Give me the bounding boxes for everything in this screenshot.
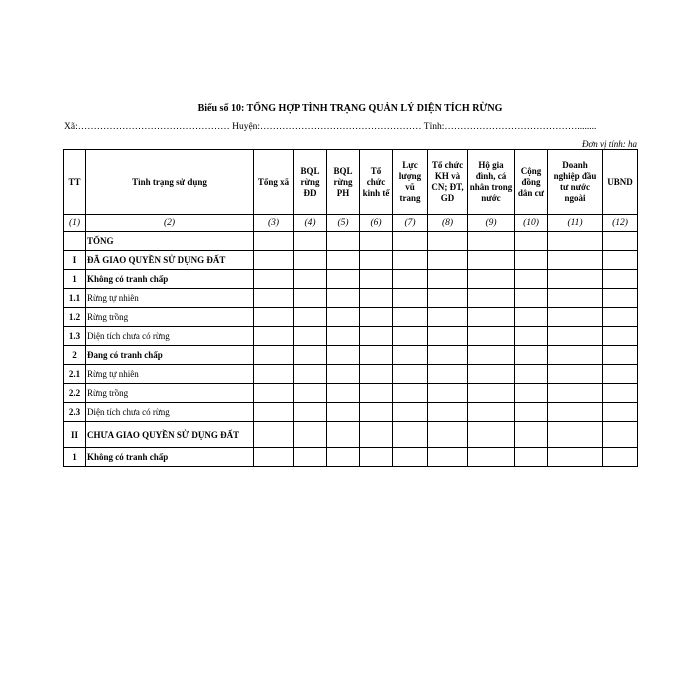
col-header-usage-status: Tình trạng sử dụng xyxy=(86,150,254,215)
empty-cell xyxy=(428,448,468,467)
row-label: Không có tranh chấp xyxy=(86,448,254,467)
column-number: (10) xyxy=(515,215,548,232)
empty-cell xyxy=(548,448,603,467)
empty-cell xyxy=(393,365,428,384)
empty-cell xyxy=(393,422,428,448)
row-label: ĐÃ GIAO QUYỀN SỬ DỤNG ĐẤT xyxy=(86,251,254,270)
empty-cell xyxy=(327,251,360,270)
empty-cell xyxy=(294,448,327,467)
empty-cell xyxy=(360,365,393,384)
forest-status-table xyxy=(63,149,638,467)
empty-cell xyxy=(393,270,428,289)
empty-cell xyxy=(548,422,603,448)
empty-cell xyxy=(428,308,468,327)
col-header-special-use-board: BQL rừng ĐD xyxy=(294,150,327,215)
row-tt: 2.3 xyxy=(64,403,86,422)
empty-cell xyxy=(515,384,548,403)
empty-cell xyxy=(360,289,393,308)
empty-cell xyxy=(548,327,603,346)
empty-cell xyxy=(393,327,428,346)
table-row xyxy=(64,448,638,467)
empty-cell xyxy=(468,422,515,448)
empty-cell xyxy=(393,308,428,327)
empty-cell xyxy=(468,270,515,289)
col-header-tt: TT xyxy=(64,150,86,215)
empty-cell xyxy=(428,289,468,308)
empty-cell xyxy=(603,365,638,384)
empty-cell xyxy=(515,308,548,327)
empty-cell xyxy=(393,403,428,422)
empty-cell xyxy=(468,448,515,467)
empty-cell xyxy=(294,251,327,270)
empty-cell xyxy=(428,327,468,346)
empty-cell xyxy=(254,308,294,327)
empty-cell xyxy=(327,422,360,448)
column-number: (5) xyxy=(327,215,360,232)
table-row xyxy=(64,270,638,289)
empty-cell xyxy=(515,346,548,365)
row-tt: 1.3 xyxy=(64,327,86,346)
empty-cell xyxy=(428,270,468,289)
table-row-section-ii xyxy=(64,422,638,448)
column-number: (2) xyxy=(86,215,254,232)
empty-cell xyxy=(360,403,393,422)
column-number: (11) xyxy=(548,215,603,232)
empty-cell xyxy=(603,422,638,448)
row-tt: 1.1 xyxy=(64,289,86,308)
empty-cell xyxy=(428,251,468,270)
empty-cell xyxy=(548,308,603,327)
row-tt: 2.1 xyxy=(64,365,86,384)
empty-cell xyxy=(428,384,468,403)
row-label: Đang có tranh chấp xyxy=(86,346,254,365)
empty-cell xyxy=(294,327,327,346)
col-header-science-org: Tổ chức KH và CN; ĐT, GD xyxy=(428,150,468,215)
row-label: CHƯA GIAO QUYỀN SỬ DỤNG ĐẤT xyxy=(86,422,254,448)
empty-cell xyxy=(393,448,428,467)
empty-cell xyxy=(515,403,548,422)
empty-cell xyxy=(294,422,327,448)
empty-cell xyxy=(254,403,294,422)
empty-cell xyxy=(603,403,638,422)
empty-cell xyxy=(603,289,638,308)
empty-cell xyxy=(603,327,638,346)
empty-cell xyxy=(360,232,393,251)
empty-cell xyxy=(468,365,515,384)
table-row xyxy=(64,327,638,346)
empty-cell xyxy=(548,384,603,403)
col-header-commune-total: Tổng xã xyxy=(254,150,294,215)
empty-cell xyxy=(294,308,327,327)
empty-cell xyxy=(294,232,327,251)
empty-cell xyxy=(428,365,468,384)
empty-cell xyxy=(254,270,294,289)
empty-cell xyxy=(548,251,603,270)
row-label: Rừng tự nhiên xyxy=(86,289,254,308)
empty-cell xyxy=(360,384,393,403)
empty-cell xyxy=(360,251,393,270)
row-tt xyxy=(64,232,86,251)
empty-cell xyxy=(393,251,428,270)
table-row-section-i xyxy=(64,251,638,270)
empty-cell xyxy=(468,308,515,327)
empty-cell xyxy=(327,365,360,384)
col-header-peoples-committee: UBND xyxy=(603,150,638,215)
empty-cell xyxy=(428,346,468,365)
empty-cell xyxy=(393,346,428,365)
row-label: Diện tích chưa có rừng xyxy=(86,403,254,422)
page-title: Biểu số 10: TỔNG HỢP TÌNH TRẠNG QUẢN LÝ DIỆN TÍCH RỪNG xyxy=(197,103,503,114)
column-number: (8) xyxy=(428,215,468,232)
empty-cell xyxy=(515,289,548,308)
row-label: Rừng trồng xyxy=(86,384,254,403)
empty-cell xyxy=(393,289,428,308)
col-header-protection-board: BQL rừng PH xyxy=(327,150,360,215)
column-number-row xyxy=(64,215,638,232)
column-number: (9) xyxy=(468,215,515,232)
empty-cell xyxy=(393,232,428,251)
row-label: TỔNG xyxy=(86,232,254,251)
col-header-foreign-enterprise: Doanh nghiệp đầu tư nước ngoài xyxy=(548,150,603,215)
empty-cell xyxy=(294,289,327,308)
empty-cell xyxy=(468,403,515,422)
unit-label: Đơn vị tính: ha xyxy=(581,139,637,149)
empty-cell xyxy=(468,289,515,308)
address-line: Xã:………………………………………… Huyện:…………………………………………… Tỉnh:……………………………………........ xyxy=(64,122,597,132)
table-row xyxy=(64,384,638,403)
empty-cell xyxy=(515,365,548,384)
table-row xyxy=(64,289,638,308)
empty-cell xyxy=(294,403,327,422)
col-header-households: Hộ gia đình, cá nhân trong nước xyxy=(468,150,515,215)
column-number: (1) xyxy=(64,215,86,232)
row-tt: 1 xyxy=(64,270,86,289)
empty-cell xyxy=(294,270,327,289)
empty-cell xyxy=(254,327,294,346)
table-row xyxy=(64,308,638,327)
empty-cell xyxy=(393,384,428,403)
empty-cell xyxy=(428,403,468,422)
empty-cell xyxy=(327,270,360,289)
row-tt: I xyxy=(64,251,86,270)
empty-cell xyxy=(603,448,638,467)
empty-cell xyxy=(515,270,548,289)
empty-cell xyxy=(254,346,294,365)
column-number: (6) xyxy=(360,215,393,232)
header-row xyxy=(64,150,638,215)
empty-cell xyxy=(327,403,360,422)
row-tt: 1.2 xyxy=(64,308,86,327)
column-number: (12) xyxy=(603,215,638,232)
row-tt: 2 xyxy=(64,346,86,365)
empty-cell xyxy=(254,251,294,270)
empty-cell xyxy=(327,232,360,251)
empty-cell xyxy=(468,251,515,270)
column-number: (3) xyxy=(254,215,294,232)
empty-cell xyxy=(468,346,515,365)
col-header-community: Cộng đồng dân cư xyxy=(515,150,548,215)
empty-cell xyxy=(548,403,603,422)
row-tt: 2.2 xyxy=(64,384,86,403)
row-label: Diện tích chưa có rừng xyxy=(86,327,254,346)
empty-cell xyxy=(548,289,603,308)
empty-cell xyxy=(603,308,638,327)
table-row xyxy=(64,365,638,384)
empty-cell xyxy=(515,448,548,467)
col-header-armed-forces: Lực lượng vũ trang xyxy=(393,150,428,215)
empty-cell xyxy=(548,270,603,289)
empty-cell xyxy=(603,270,638,289)
empty-cell xyxy=(515,232,548,251)
empty-cell xyxy=(468,232,515,251)
empty-cell xyxy=(360,270,393,289)
empty-cell xyxy=(360,346,393,365)
empty-cell xyxy=(327,327,360,346)
empty-cell xyxy=(515,422,548,448)
table-row-total xyxy=(64,232,638,251)
column-number: (4) xyxy=(294,215,327,232)
table-row xyxy=(64,403,638,422)
column-number: (7) xyxy=(393,215,428,232)
empty-cell xyxy=(294,365,327,384)
empty-cell xyxy=(327,448,360,467)
empty-cell xyxy=(254,232,294,251)
row-tt: 1 xyxy=(64,448,86,467)
empty-cell xyxy=(468,384,515,403)
empty-cell xyxy=(360,448,393,467)
empty-cell xyxy=(603,232,638,251)
table-row xyxy=(64,346,638,365)
empty-cell xyxy=(468,327,515,346)
empty-cell xyxy=(603,251,638,270)
empty-cell xyxy=(548,346,603,365)
empty-cell xyxy=(428,232,468,251)
row-label: Rừng trồng xyxy=(86,308,254,327)
row-label: Không có tranh chấp xyxy=(86,270,254,289)
empty-cell xyxy=(327,308,360,327)
empty-cell xyxy=(360,308,393,327)
empty-cell xyxy=(548,365,603,384)
empty-cell xyxy=(254,422,294,448)
empty-cell xyxy=(360,327,393,346)
empty-cell xyxy=(360,422,393,448)
empty-cell xyxy=(603,384,638,403)
empty-cell xyxy=(515,251,548,270)
empty-cell xyxy=(515,327,548,346)
empty-cell xyxy=(327,289,360,308)
empty-cell xyxy=(327,346,360,365)
row-tt: II xyxy=(64,422,86,448)
empty-cell xyxy=(254,289,294,308)
empty-cell xyxy=(548,232,603,251)
empty-cell xyxy=(294,384,327,403)
empty-cell xyxy=(254,448,294,467)
row-label: Rừng tự nhiên xyxy=(86,365,254,384)
empty-cell xyxy=(603,346,638,365)
col-header-economic-org: Tổ chức kinh tế xyxy=(360,150,393,215)
empty-cell xyxy=(254,384,294,403)
empty-cell xyxy=(428,422,468,448)
empty-cell xyxy=(327,384,360,403)
empty-cell xyxy=(254,365,294,384)
empty-cell xyxy=(294,346,327,365)
